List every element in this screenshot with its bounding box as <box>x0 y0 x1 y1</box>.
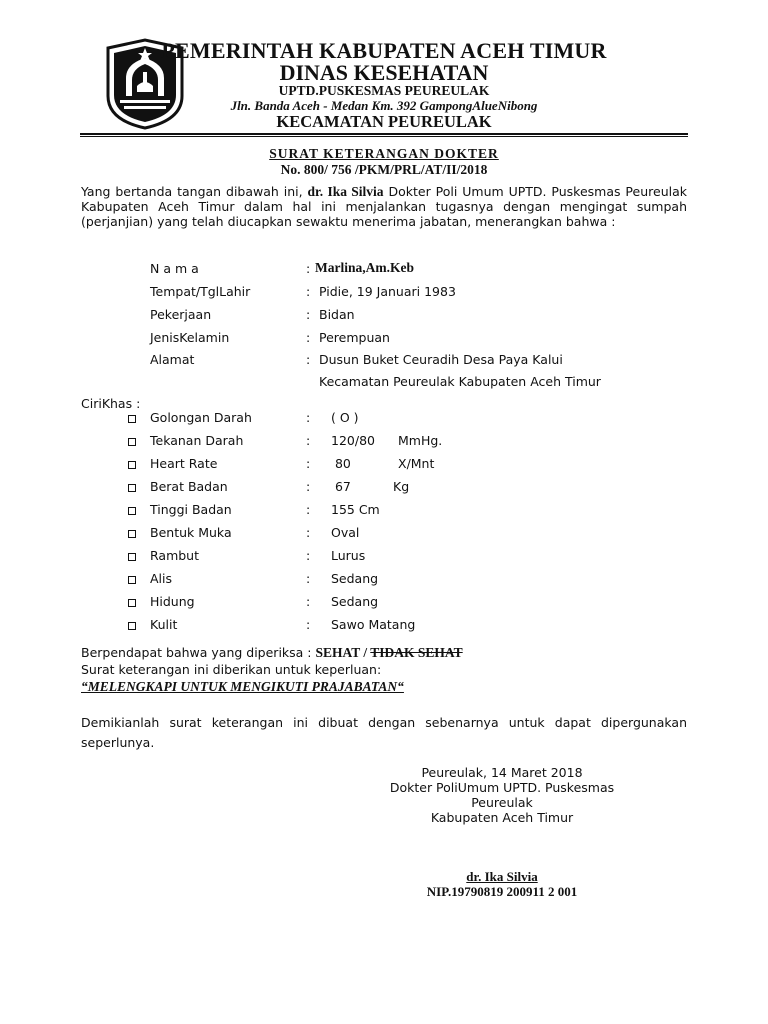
characteristic-colon: : <box>306 456 311 471</box>
identity-colon: : <box>306 284 311 299</box>
letterhead-district: KECAMATAN PEUREULAK <box>276 112 492 131</box>
purpose-intro: Surat keterangan ini diberikan untuk keperluan: <box>81 662 382 677</box>
bullet-icon <box>128 507 136 515</box>
characteristic-label: Berat Badan <box>150 479 228 494</box>
characteristic-label: Hidung <box>150 594 195 609</box>
letterhead <box>0 0 768 140</box>
opinion-healthy: SEHAT / <box>315 645 371 660</box>
identity-label-name: N a m a <box>150 261 199 276</box>
purpose-statement: “MELENGKAPI UNTUK MENGIKUTI PRAJABATAN“ <box>81 679 404 694</box>
identity-label-occupation: Pekerjaan <box>150 307 212 322</box>
characteristic-value: 80 <box>331 456 351 471</box>
characteristic-value: Sedang <box>331 594 379 609</box>
characteristic-value: ( O ) <box>331 410 359 425</box>
intro-doctor-name: dr. Ika Silvia <box>307 184 384 199</box>
identity-label-gender: JenisKelamin <box>150 330 230 345</box>
closing-paragraph: Demikianlah surat keterangan ini dibuat dengan sebenarnya untuk dapat dipergunakan seperlunya. <box>81 715 687 750</box>
letterhead-divider-thin <box>80 136 688 137</box>
signature-position-line2: Peureulak <box>471 795 533 810</box>
characteristic-value: Oval <box>331 525 360 540</box>
characteristic-colon: : <box>306 594 311 609</box>
characteristic-label: Heart Rate <box>150 456 218 471</box>
signature-name: dr. Ika Silvia <box>466 869 538 884</box>
identity-value-address: Dusun Buket Ceuradih Desa Paya Kalui <box>319 352 563 367</box>
characteristic-value: 67 <box>331 479 351 494</box>
characteristic-label: Tinggi Badan <box>150 502 232 517</box>
signature-nip: NIP.19790819 200911 2 001 <box>426 884 578 899</box>
identity-colon: : <box>306 261 311 276</box>
document-title: SURAT KETERANGAN DOKTER <box>269 146 499 161</box>
opinion-prefix: Berpendapat bahwa yang diperiksa : <box>81 645 316 660</box>
document-number: No. 800/ 756 /PKM/PRL/AT/II/2018 <box>280 162 488 177</box>
characteristic-colon: : <box>306 525 311 540</box>
intro-text-start: Yang bertanda tangan dibawah ini, <box>81 184 308 199</box>
characteristic-colon: : <box>306 617 311 632</box>
characteristic-colon: : <box>306 571 311 586</box>
characteristic-label: Tekanan Darah <box>150 433 244 448</box>
bullet-icon <box>128 530 136 538</box>
letterhead-government: PEMERINTAH KABUPATEN ACEH TIMUR <box>161 38 607 63</box>
characteristic-label: Golongan Darah <box>150 410 252 425</box>
characteristic-unit: Kg <box>393 479 410 494</box>
identity-value-name: Marlina,Am.Keb <box>315 260 414 275</box>
bullet-icon <box>128 576 136 584</box>
bullet-icon <box>128 484 136 492</box>
characteristic-unit: X/Mnt <box>398 456 435 471</box>
characteristic-value: 155 Cm <box>331 502 380 517</box>
characteristic-value: Sedang <box>331 571 379 586</box>
characteristic-label: Kulit <box>150 617 178 632</box>
identity-value-gender: Perempuan <box>319 330 390 345</box>
letterhead-unit: UPTD.PUSKESMAS PEUREULAK <box>278 83 490 98</box>
bullet-icon <box>128 622 136 630</box>
intro-paragraph <box>81 184 687 229</box>
identity-label-address: Alamat <box>150 352 195 367</box>
signature-position-line3: Kabupaten Aceh Timur <box>430 810 574 825</box>
identity-label-birth: Tempat/TglLahir <box>150 284 251 299</box>
opinion-not-healthy-struck: TIDAK SEHAT <box>370 645 463 660</box>
opinion-line <box>81 645 463 661</box>
identity-value-address-line2: Kecamatan Peureulak Kabupaten Aceh Timur <box>319 374 601 389</box>
characteristic-value: Sawo Matang <box>331 617 416 632</box>
characteristic-colon: : <box>306 410 311 425</box>
signature-place-date: Peureulak, 14 Maret 2018 <box>421 765 583 780</box>
identity-value-occupation: Bidan <box>319 307 355 322</box>
letterhead-agency: DINAS KESEHATAN <box>279 60 489 85</box>
letterhead-address: Jln. Banda Aceh - Medan Km. 392 GampongAlueNibong <box>230 98 538 113</box>
characteristics-heading: CiriKhas : <box>81 396 141 411</box>
bullet-icon <box>128 553 136 561</box>
letterhead-divider <box>80 133 688 135</box>
characteristic-label: Rambut <box>150 548 200 563</box>
characteristic-colon: : <box>306 433 311 448</box>
bullet-icon <box>128 599 136 607</box>
characteristic-colon: : <box>306 479 311 494</box>
characteristic-label: Alis <box>150 571 173 586</box>
identity-colon: : <box>306 330 311 345</box>
identity-colon: : <box>306 352 311 367</box>
identity-colon: : <box>306 307 311 322</box>
characteristic-colon: : <box>306 502 311 517</box>
intro-text-end: Dokter Poli Umum UPTD. Puskesmas Peureulak Kabupaten Aceh Timur dalam hal ini menjalankan tugasnya dengan mengingat sumpah (perjanjian) yang telah diucapkan sewaktu menerima jabatan, menerangkan bahwa : <box>81 184 687 229</box>
characteristic-value: Lurus <box>331 548 366 563</box>
signature-position-line1: Dokter PoliUmum UPTD. Puskesmas <box>389 780 615 795</box>
characteristic-value: 120/80 <box>331 433 375 448</box>
characteristic-unit: MmHg. <box>398 433 443 448</box>
bullet-icon <box>128 415 136 423</box>
characteristic-colon: : <box>306 548 311 563</box>
bullet-icon <box>128 461 136 469</box>
characteristic-label: Bentuk Muka <box>150 525 232 540</box>
bullet-icon <box>128 438 136 446</box>
identity-value-birth: Pidie, 19 Januari 1983 <box>319 284 456 299</box>
